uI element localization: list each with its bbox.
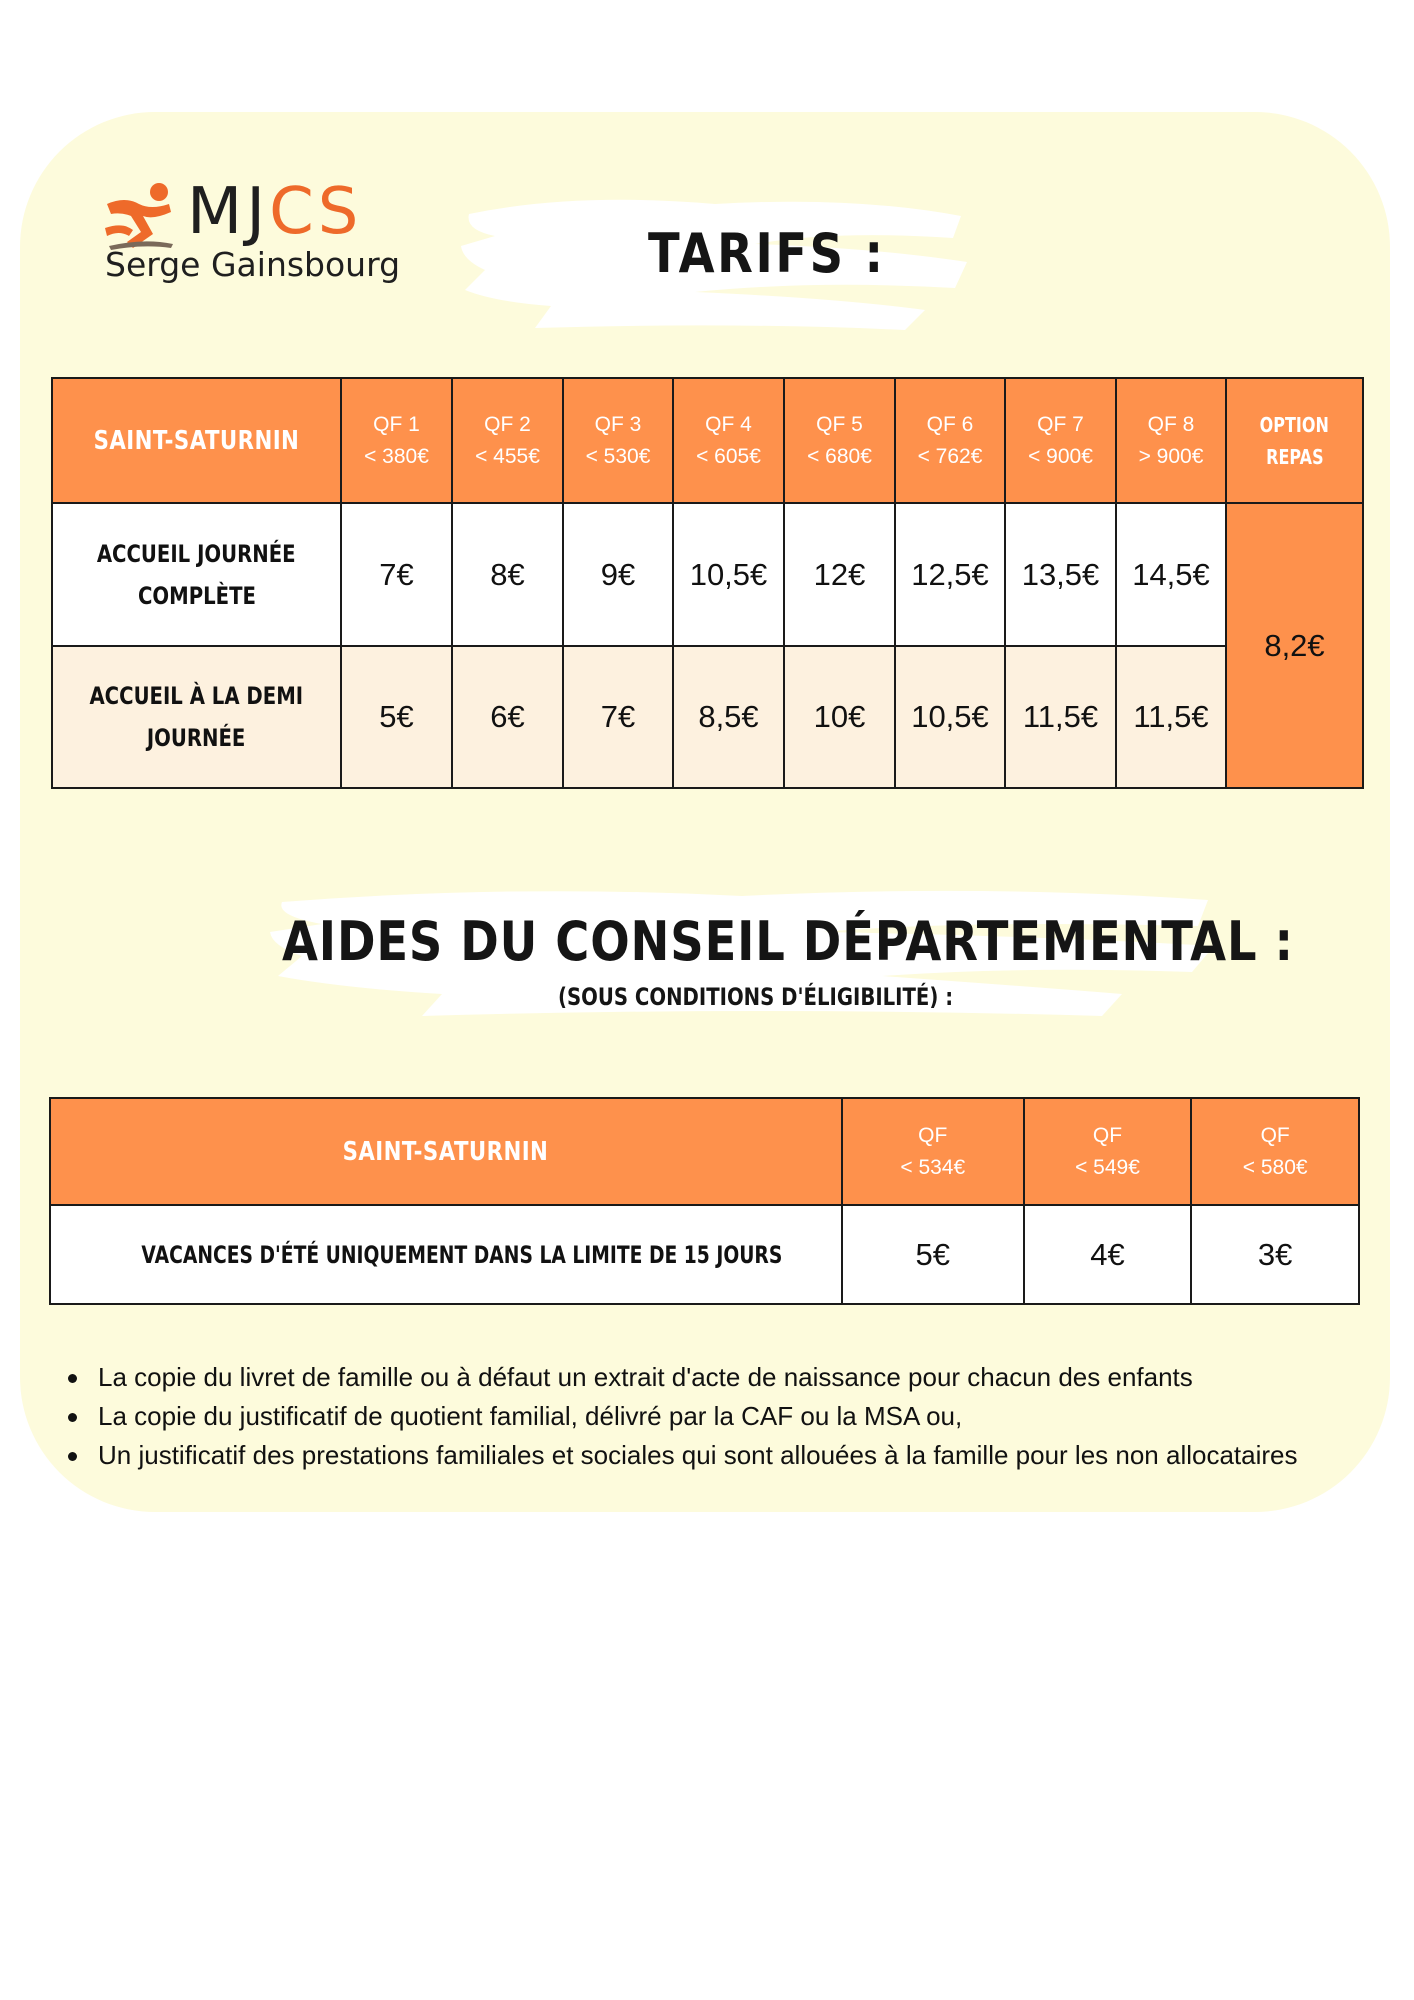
aides-corner-cell: SAINT-SATURNIN [50, 1098, 842, 1205]
price-cell: 6€ [452, 646, 563, 788]
aides-header-row [50, 1098, 1359, 1205]
qf-header: QF 3 < 530€ [563, 378, 673, 503]
requirements-list [64, 1358, 1298, 1475]
qf-header: QF 1 < 380€ [341, 378, 452, 503]
price-cell: 3€ [1191, 1205, 1359, 1304]
price-cell: 9€ [563, 503, 673, 646]
price-cell: 10,5€ [895, 646, 1005, 788]
table-row [52, 503, 1363, 646]
tarifs-header-row [52, 378, 1363, 503]
price-cell: 12€ [784, 503, 895, 646]
option-repas-price: 8,2€ [1226, 503, 1363, 788]
logo-word-mj: MJ [187, 175, 270, 249]
list-item: Un justificatif des prestations familiales et sociales qui sont allouées à la famille pour les non allocataires [64, 1436, 1298, 1475]
logo-word-cs: CS [269, 175, 363, 249]
qf-header: QF 5 < 680€ [784, 378, 895, 503]
price-cell: 11,5€ [1005, 646, 1116, 788]
price-cell: 10,5€ [673, 503, 784, 646]
tarifs-corner-cell: SAINT-SATURNIN [52, 378, 341, 503]
qf-header: QF 4 < 605€ [673, 378, 784, 503]
qf-header: QF 8 > 900€ [1116, 378, 1226, 503]
price-cell: 5€ [341, 646, 452, 788]
mjcs-logo [103, 175, 423, 290]
qf-header: QF 7 < 900€ [1005, 378, 1116, 503]
running-figure-icon [103, 182, 183, 252]
row-label-demi-journee: ACCUEIL À LA DEMI JOURNÉE [52, 646, 341, 788]
table-row [50, 1205, 1359, 1304]
list-item: La copie du justificatif de quotient familial, délivré par la CAF ou la MSA ou, [64, 1397, 1298, 1436]
price-cell: 5€ [842, 1205, 1024, 1304]
tarifs-table [51, 377, 1364, 789]
price-cell: 11,5€ [1116, 646, 1226, 788]
option-repas-header: OPTION REPAS [1226, 378, 1363, 503]
price-cell: 12,5€ [895, 503, 1005, 646]
list-item: La copie du livret de famille ou à défaut un extrait d'acte de naissance pour chacun des enfants [64, 1358, 1298, 1397]
price-cell: 7€ [563, 646, 673, 788]
price-cell: 4€ [1024, 1205, 1192, 1304]
aides-table [49, 1097, 1360, 1305]
logo-wordmark [187, 172, 362, 252]
logo-subtitle: Serge Gainsbourg [105, 245, 401, 284]
aides-title: AIDES DU CONSEIL DÉPARTEMENTAL : [282, 910, 1294, 973]
tarifs-title: TARIFS : [648, 222, 886, 285]
qf-header: QF 6 < 762€ [895, 378, 1005, 503]
row-label-journee: ACCUEIL JOURNÉE COMPLÈTE [52, 503, 341, 646]
qf-header: QF < 534€ [842, 1098, 1024, 1205]
table-row [52, 646, 1363, 788]
qf-header: QF < 580€ [1191, 1098, 1359, 1205]
price-cell: 8€ [452, 503, 563, 646]
row-label-vacances: VACANCES D'ÉTÉ UNIQUEMENT DANS LA LIMITE DE 15 JOURS [50, 1205, 842, 1304]
qf-header: QF < 549€ [1024, 1098, 1192, 1205]
price-cell: 10€ [784, 646, 895, 788]
price-cell: 13,5€ [1005, 503, 1116, 646]
price-cell: 14,5€ [1116, 503, 1226, 646]
qf-header: QF 2 < 455€ [452, 378, 563, 503]
price-cell: 8,5€ [673, 646, 784, 788]
aides-subtitle: (SOUS CONDITIONS D'ÉLIGIBILITÉ) : [558, 983, 954, 1011]
price-cell: 7€ [341, 503, 452, 646]
